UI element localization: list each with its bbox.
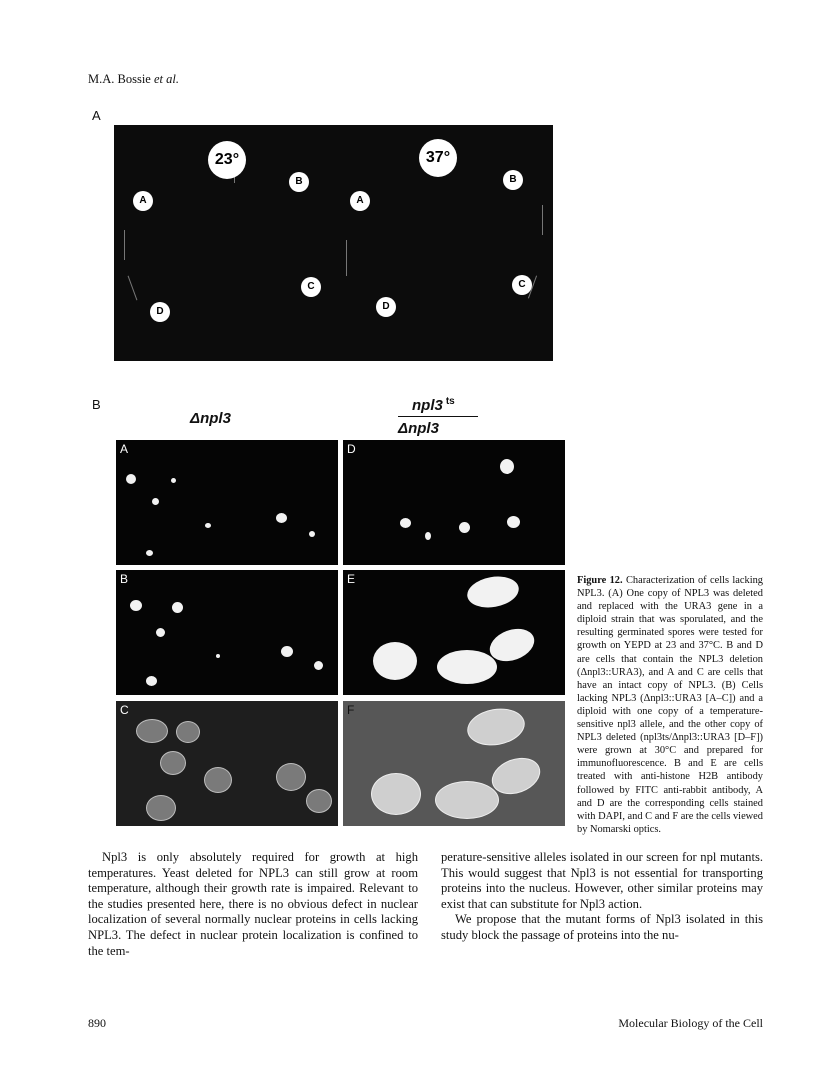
nucleus	[172, 602, 183, 613]
body-paragraph: We propose that the mutant forms of Npl3 isolated in this study block the passage of proteins into the nu-	[441, 912, 763, 942]
spot-c-23: C	[301, 277, 321, 297]
micrograph-label: F	[347, 703, 355, 717]
genotype-fraction-line	[398, 416, 478, 417]
nucleus	[425, 532, 431, 540]
body-right-column	[441, 850, 763, 944]
nucleus	[146, 550, 153, 556]
nucleus	[400, 518, 411, 528]
micrograph-label: E	[347, 572, 356, 586]
panel-b-label: B	[92, 397, 101, 412]
nucleus	[459, 522, 470, 533]
genotype-superscript: ts	[445, 396, 455, 407]
temp-badge-37: 37°	[419, 139, 457, 177]
plate-photograph	[114, 125, 553, 361]
micrograph-a-dapi	[116, 440, 338, 565]
nucleus	[309, 531, 315, 537]
caption-text: Characterization of cells lacking NPL3. (A) One copy of NPL3 was deleted and replaced with the URA3 gene in a diploid strain that was sporulated, and the resulting germinated spores were tested for growth on YEPD at 23 and 37°C. B and D are cells that contain the NPL3 deletion (Δnpl3::URA3), and A and C are cells that have an intact copy of NPL3. (B) Cells lacking NPL3 (Δnpl3::URA3 [A–C]) and a diploid with one copy of a temperature-sensitive npl3 allele, and the other copy of NPL3 deleted (npl3ts/Δnpl3::URA3 [D–F]) were grown at 30°C and prepared for immunofluorescence. B and E are cells treated with anti-histone H2B antibody followed by FITC anti-rabbit antibody, A and D are the corresponding cells stained with DAPI, and C and F are the cells viewed by Nomarski optics.	[577, 575, 763, 835]
spot-d-23: D	[150, 302, 170, 322]
nucleus	[507, 516, 520, 528]
spot-b-37: B	[503, 170, 523, 190]
running-head	[88, 72, 179, 87]
panel-a-label: A	[92, 108, 101, 123]
spot-b-23: B	[289, 172, 309, 192]
nucleus	[314, 661, 323, 670]
cell	[306, 789, 332, 813]
nucleus	[156, 628, 165, 637]
spot-a-23: A	[133, 191, 153, 211]
nucleus	[373, 642, 417, 680]
nucleus	[216, 654, 220, 658]
plate-streak	[346, 240, 347, 276]
spot-d-37: D	[376, 297, 396, 317]
cell	[464, 704, 527, 750]
genotype-npl3: npl3	[412, 397, 443, 414]
micrograph-d-dapi	[343, 440, 565, 565]
nucleus	[281, 646, 293, 657]
cell	[371, 773, 421, 815]
nucleus	[465, 573, 521, 612]
micrograph-e-antibody	[343, 570, 565, 695]
nucleus	[276, 513, 287, 523]
cell	[435, 781, 499, 819]
cell	[204, 767, 232, 793]
micrograph-label: B	[120, 572, 129, 586]
plate-streak	[124, 230, 125, 260]
nucleus	[171, 478, 176, 483]
page-number: 890	[88, 1016, 106, 1030]
spot-a-37: A	[350, 191, 370, 211]
body-paragraph: Npl3 is only absolutely required for growth at high temperatures. Yeast deleted for NPL3 can still grow at room temperature, although their growth rate is impaired. Relevant to the studies presented here, there is no obvious defect in nuclear localization of several normally nuclear proteins in cells lacking NPL3. The defect in nuclear protein localization is confined to the tem-	[88, 850, 418, 958]
genotype-left: Δnpl3	[190, 410, 231, 427]
micrograph-label: A	[120, 442, 129, 456]
micrograph-label: D	[347, 442, 356, 456]
nucleus	[146, 676, 157, 686]
cell	[176, 721, 200, 743]
micrograph-b-antibody	[116, 570, 338, 695]
nucleus	[205, 523, 211, 528]
micrograph-c-nomarski	[116, 701, 338, 826]
body-paragraph: perature-sensitive alleles isolated in our screen for npl mutants. This would suggest that Npl3 is not essential for transporting proteins into the nucleus. However, other similar proteins may exist that can substitute for Npl3 action.	[441, 850, 763, 911]
nucleus	[126, 474, 136, 484]
micrograph-f-nomarski	[343, 701, 565, 826]
cell	[160, 751, 186, 775]
plate-streak	[542, 205, 543, 235]
genotype-right-denominator: Δnpl3	[398, 420, 439, 437]
journal-name: Molecular Biology of the Cell	[618, 1016, 763, 1030]
temp-badge-23: 23°	[208, 141, 246, 179]
spot-c-37: C	[512, 275, 532, 295]
nucleus	[500, 459, 514, 474]
nucleus	[152, 498, 159, 505]
body-left-column	[88, 850, 418, 959]
micrograph-label: C	[120, 703, 129, 717]
running-head-authors: M.A. Bossie	[88, 72, 151, 86]
genotype-right-numerator	[412, 396, 455, 414]
nucleus	[437, 650, 497, 684]
cell	[276, 763, 306, 791]
caption-title: Figure 12.	[577, 575, 623, 586]
running-head-etal: et al.	[153, 72, 179, 86]
cell	[146, 795, 176, 821]
cell	[136, 719, 168, 743]
figure-caption	[577, 574, 763, 836]
nucleus	[130, 600, 142, 611]
plate-streak	[128, 276, 138, 301]
